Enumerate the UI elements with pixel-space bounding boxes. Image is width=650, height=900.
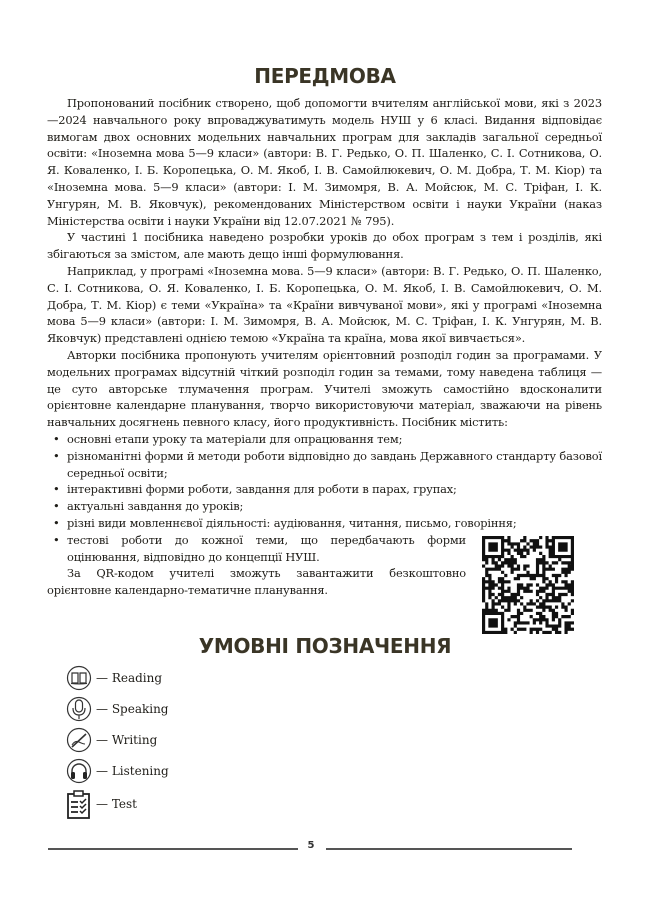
legend-item-writing bbox=[66, 724, 169, 755]
list-item: • актуальні завдання до уроків; bbox=[53, 498, 602, 515]
list-item: • інтерактивні форми роботи, завдання для роботи в парах, групах; bbox=[53, 481, 602, 498]
pen-icon bbox=[66, 727, 92, 753]
list-item: • тестові роботи до кожної теми, що передбачають форми оцінювання, відповідно до концепції НУШ. bbox=[53, 532, 602, 566]
headphones-icon bbox=[66, 758, 92, 784]
list-item: • різноманітні форми й методи роботи відповідно до завдань Державного стандарту базової середньої освіти; bbox=[53, 448, 602, 482]
contents-list bbox=[47, 431, 602, 532]
legend-label: — Reading bbox=[96, 670, 163, 685]
paragraph: Пропонований посібник створено, щоб допомогти вчителям англійської мови, які з 2023—2024 навчального року впроваджуватимуть модель НУШ у 6 класі. Видання відповідає вимогам двох основних модельних навчальних програм для закладів загальної середньої освіти: «Іноземна мова 5—9 класи» (автори: В. Г. Редько, О. П. Шаленко, С. І. Сотникова, О. Я. Коваленко, І. Б. Коропецька, О. М. Якоб, І. В. Самойлюкевич, О. М. Добра, Т. М. Кіор) та «Іноземна мова. 5—9 класи» (автори: І. М. Зимомря, В. А. Мойсюк, М. С. Тріфан, І. К. Унгурян, М. В. Яковчук), рекомендованих Міністерством освіти і науки України (наказ Міністерства освіти і науки України від 12.07.2021 № 795). bbox=[47, 96, 602, 228]
book-icon bbox=[66, 665, 92, 691]
list-item: • різні види мовленнєвої діяльності: аудіювання, читання, письмо, говоріння; bbox=[53, 515, 602, 532]
preface-body bbox=[47, 95, 602, 634]
preface-title: ПЕРЕДМОВА bbox=[254, 64, 396, 88]
legend-title: УМОВНІ ПОЗНАЧЕННЯ bbox=[198, 634, 452, 658]
clipboard-checklist-icon bbox=[66, 788, 92, 820]
legend-item-reading bbox=[66, 662, 169, 693]
legend-item-speaking bbox=[66, 693, 169, 724]
legend-label: — Speaking bbox=[96, 701, 169, 716]
page-number: 5 bbox=[307, 840, 315, 851]
contents-list-continued bbox=[47, 532, 602, 566]
list-item: • основні етапи уроку та матеріали для опрацювання тем; bbox=[53, 431, 602, 448]
paragraph: У частині 1 посібника наведено розробки уроків до обох програм з тем і розділів, які збігаються за змістом, але мають дещо інші формулювання. bbox=[47, 230, 602, 262]
legend-item-test bbox=[66, 786, 169, 822]
legend-item-listening bbox=[66, 755, 169, 786]
footer-rule-left bbox=[48, 848, 298, 850]
microphone-icon bbox=[66, 696, 92, 722]
legend-label: — Test bbox=[96, 797, 137, 811]
legend-list bbox=[66, 662, 169, 822]
footer-rule-right bbox=[326, 848, 572, 850]
legend-label: — Listening bbox=[96, 763, 169, 778]
paragraph: Наприклад, у програмі «Іноземна мова. 5—9 класи» (автори: В. Г. Редько, О. П. Шаленко, С. І. Сотникова, О. Я. Коваленко, І. Б. Коропецька, О. М. Якоб, І. В. Самойлюкевич, О. М. Добра, Т. М. Кіор) є теми «Україна» та «Країни вивчуваної мови», які у програмі «Іноземна мова 5—9 класи» (автори: І. М. Зимомря, В. А. Мойсюк, М. С. Тріфан, І. К. Унгурян, М. В. Яковчук) представлені однією темою «Україна та країна, мова якої вивчається». bbox=[47, 263, 602, 346]
qr-paragraph: За QR-кодом учителі зможуть завантажити безкоштовно орієнтовне календарно-тематичне планування. bbox=[47, 566, 466, 598]
paragraph: Авторки посібника пропонують учителям орієнтовний розподіл годин за програмами. У модельних програмах відсутній чіткий розподіл годин за темами, тому наведена таблиця — це суто авторське тлумачення програм. Учителі зможуть самостійно вдосконалити орієнтовне календарне планування, творчо використовуючи матеріал, зважаючи на рівень навчальних досягнень певного класу, його продуктивність. Посібник містить: bbox=[47, 347, 602, 430]
legend-label: — Writing bbox=[96, 732, 158, 747]
